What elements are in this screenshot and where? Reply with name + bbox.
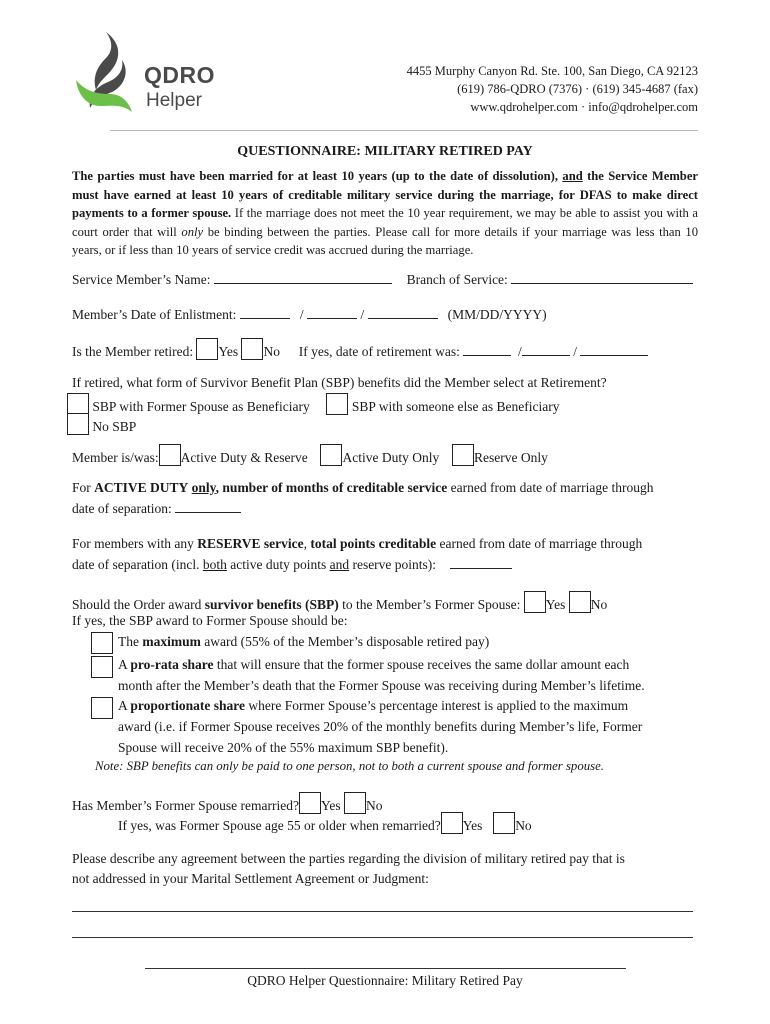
text-bold-underline: only (191, 480, 216, 495)
enlistment-day-field[interactable] (307, 305, 357, 319)
retired-row (72, 338, 648, 361)
intro-bold-1: The parties must have been married for at least 10 years (up to the date of dissolution), (72, 169, 558, 183)
retire-month-field[interactable] (463, 342, 511, 356)
address-line: 4455 Murphy Canyon Rd. Ste. 100, San Diego, CA 92123 (406, 64, 698, 78)
text: to the Member’s Former Spouse: (342, 597, 521, 612)
describe-line-1: Please describe any agreement between the parties regarding the division of military retired pay that is (72, 851, 625, 866)
text: For (72, 480, 91, 495)
text: month after the Member’s death that the Former Spouse was receiving during Member’s lifetime. (118, 678, 645, 693)
text-bold: maximum (142, 634, 201, 649)
intro-normal-2: be binding between the parties. Please call for more details if your marriage was less than 10 years, or if less than 10 years of service credit was accrued during the marriage. (72, 224, 698, 257)
member-name-field[interactable] (214, 270, 392, 284)
sbp-options-row (67, 393, 559, 416)
award-prorata-checkbox[interactable] (91, 656, 113, 678)
intro-paragraph (72, 167, 698, 260)
text: , (303, 536, 308, 551)
date-format: (MM/DD/YYYY) (447, 307, 547, 322)
retire-day-field[interactable] (522, 342, 570, 356)
date-slash: / (518, 344, 522, 359)
remarried-age-row (118, 812, 532, 835)
branch-field[interactable] (511, 270, 693, 284)
text: For members with any (72, 536, 194, 551)
text: If yes, was Former Spouse age 55 or older when remarried? (118, 818, 441, 833)
retire-date-label: If yes, date of retirement was: (298, 344, 460, 359)
text: active duty points (230, 557, 327, 572)
text: The (118, 634, 139, 649)
page-title: QUESTIONNAIRE: MILITARY RETIRED PAY (237, 144, 533, 159)
enlistment-row (72, 305, 547, 324)
active-reserve-label: Active Duty & Reserve (180, 450, 308, 465)
retired-label: Is the Member retired: (72, 344, 194, 359)
no-label: No (365, 798, 383, 813)
award-maximum-checkbox[interactable] (91, 632, 113, 654)
footer-text: QDRO Helper Questionnaire: Military Retired Pay (247, 973, 523, 988)
award-proportionate-text (118, 695, 642, 758)
phone-line: (619) 786-QDRO (7376) · (619) 345-4687 (fax) (457, 82, 698, 96)
date-slash: / (299, 307, 304, 322)
intro-normal-1: If the marriage does not meet the 10 year requirement, we may be able to assist you with a court order that will (72, 206, 698, 239)
member-status-label: Member is/was: (72, 450, 159, 465)
reserve-line-2 (72, 555, 512, 574)
branch-label: Branch of Service: (406, 272, 508, 287)
active-months-field[interactable] (175, 499, 241, 513)
yes-label: Yes (545, 597, 566, 612)
enlistment-year-field[interactable] (368, 305, 438, 319)
retire-year-field[interactable] (580, 342, 648, 356)
text: award (55% of the Member’s disposable retired pay) (204, 634, 490, 649)
active-duty-line-2 (72, 499, 241, 518)
age55-no-checkbox[interactable] (493, 812, 515, 834)
sbp-none-checkbox[interactable] (67, 413, 89, 435)
active-reserve-checkbox[interactable] (159, 444, 181, 466)
text-bold: , number of months of creditable service (215, 480, 448, 495)
text: Has Member’s Former Spouse remarried? (72, 798, 299, 813)
text-bold: total points creditable (310, 536, 437, 551)
describe-line-2: not addressed in your Marital Settlement Agreement or Judgment: (72, 871, 429, 886)
sbp-else-label: SBP with someone else as Beneficiary (351, 399, 560, 414)
text-bold: ACTIVE DUTY (94, 480, 189, 495)
enlistment-label: Member’s Date of Enlistment: (72, 307, 237, 322)
logo-sub-text: Helper (146, 90, 202, 111)
text: Should the Order award (72, 597, 202, 612)
reserve-line-1 (72, 535, 642, 553)
sbp-former-label: SBP with Former Spouse as Beneficiary (92, 399, 310, 414)
text: earned from date of marriage through (450, 480, 654, 495)
leaf-logo-icon (72, 30, 142, 120)
logo (72, 30, 222, 120)
text: date of separation: (72, 501, 172, 516)
text: where Former Spouse’s percentage interest is applied to the maximum (248, 698, 629, 713)
member-status-row (72, 444, 548, 467)
answer-line[interactable] (72, 911, 693, 912)
enlistment-month-field[interactable] (240, 305, 290, 319)
text: A (118, 698, 128, 713)
text: date of separation (incl. (72, 557, 200, 572)
date-slash: / (360, 307, 365, 322)
award-no-checkbox[interactable] (569, 591, 591, 613)
text: reserve points): (352, 557, 437, 572)
member-name-label: Service Member’s Name: (72, 272, 211, 287)
sbp-none-label: No SBP (92, 419, 137, 434)
text: earned from date of marriage through (439, 536, 643, 551)
no-label: No (263, 344, 280, 359)
answer-line[interactable] (72, 937, 693, 938)
award-prorata-text (118, 654, 645, 696)
retired-yes-checkbox[interactable] (196, 338, 218, 360)
text-underline: both (202, 557, 227, 572)
active-only-checkbox[interactable] (320, 444, 342, 466)
sbp-none-row (67, 413, 136, 436)
yes-label: Yes (218, 344, 239, 359)
text-bold: pro-rata share (130, 657, 214, 672)
remarried-no-checkbox[interactable] (344, 792, 366, 814)
no-label: No (515, 818, 532, 833)
yes-label: Yes (320, 798, 341, 813)
age55-yes-checkbox[interactable] (441, 812, 463, 834)
yes-label: Yes (462, 818, 483, 833)
member-name-row (72, 270, 693, 289)
text-bold: RESERVE service (197, 536, 304, 551)
text: award (i.e. if Former Spouse receives 20% of the monthly benefits during Member’s life, Former (118, 719, 643, 734)
web-line: www.qdrohelper.com · info@qdrohelper.com (470, 100, 698, 114)
no-label: No (590, 597, 608, 612)
award-maximum-text (118, 633, 489, 651)
retired-no-checkbox[interactable] (241, 338, 263, 360)
award-subheading: If yes, the SBP award to Former Spouse should be: (72, 613, 348, 628)
text: that will ensure that the former spouse receives the same dollar amount each (216, 657, 630, 672)
text-underline: and (329, 557, 350, 572)
reserve-points-field[interactable] (450, 555, 512, 569)
sbp-former-checkbox[interactable] (67, 393, 89, 415)
date-slash: / (573, 344, 577, 359)
text: A (118, 657, 128, 672)
remarried-yes-checkbox[interactable] (299, 792, 321, 814)
reserve-only-checkbox[interactable] (452, 444, 474, 466)
intro-bold-2: the Service Member must have earned at least 10 years of creditable military service during the marriage, for DFAS to make direct payments to a former spouse. (72, 169, 698, 220)
intro-bold-and: and (562, 169, 583, 183)
award-question-row (72, 591, 607, 614)
logo-main-text: QDRO (144, 62, 215, 88)
intro-only: only (181, 224, 204, 239)
address-block (407, 62, 698, 116)
sbp-else-checkbox[interactable] (326, 393, 348, 415)
sbp-note: Note: SBP benefits can only be paid to one person, not to both a current spouse and former spouse. (95, 759, 604, 773)
active-only-label: Active Duty Only (342, 450, 440, 465)
text: Spouse will receive 20% of the 55% maximum SBP benefit). (118, 740, 449, 755)
active-duty-line-1 (72, 479, 653, 497)
award-proportionate-checkbox[interactable] (91, 697, 113, 719)
award-yes-checkbox[interactable] (524, 591, 546, 613)
reserve-only-label: Reserve Only (473, 450, 548, 465)
footer-divider (145, 968, 626, 969)
text-bold: proportionate share (130, 698, 246, 713)
header-divider (110, 130, 698, 131)
text-bold: survivor benefits (SBP) (204, 597, 339, 612)
sbp-question: If retired, what form of Survivor Benefit Plan (SBP) benefits did the Member select at Retirement? (72, 375, 607, 390)
